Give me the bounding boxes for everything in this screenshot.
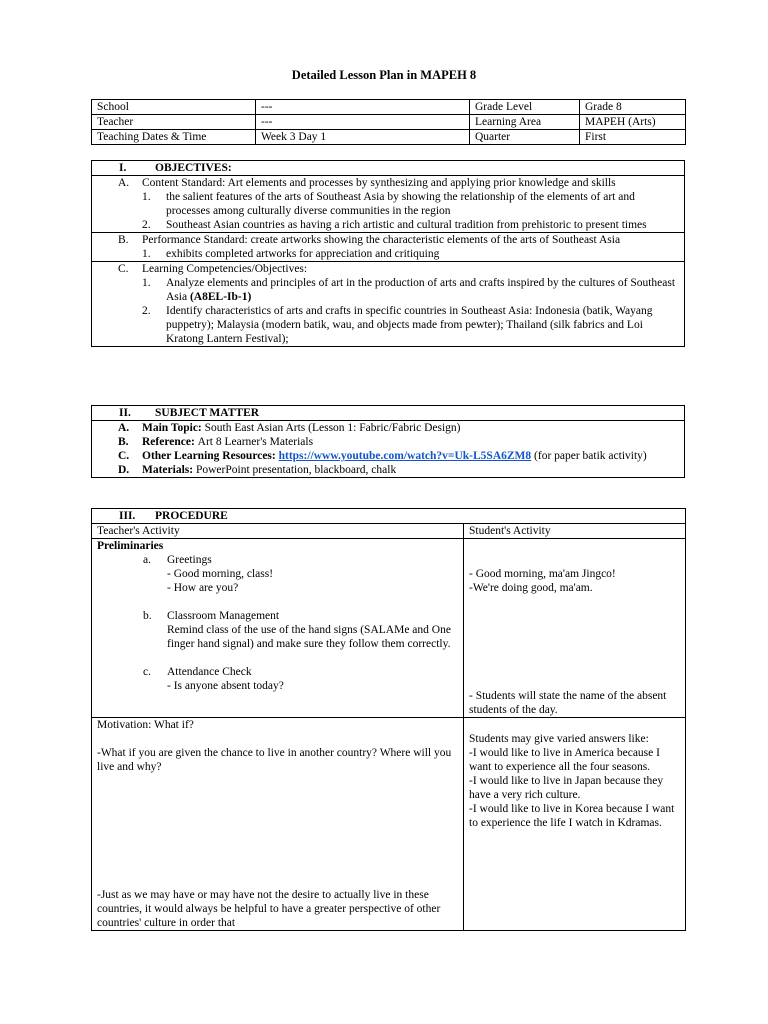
competency-code: (A8EL-Ib-1) [189,291,252,303]
motivation-student-cell: Students may give varied answers like: -I would like to live in America because I want to experience all the four seasons. -I would like to live in Japan because they have a very rich culture. -I would like to live in Korea because I want to experience the life I watch in Kdramas. [464,718,686,931]
quarter-value: First [580,130,686,145]
subject-matter-items: A. Main Topic: South East Asian Arts (Lesson 1: Fabric/Fabric Design) B. Reference: Art 8 Learner's Materials C. Other Learning Resources: https://www.youtube.com/watch?v=Uk-L5SA6ZM8 (for paper batik activity) D. Materials: PowerPoint presentation, blackboard, chalk [92,421,685,478]
grade-value: Grade 8 [580,100,686,115]
procedure-heading: III. PROCEDURE [92,509,686,524]
school-value: --- [256,100,470,115]
performance-standard: B. Performance Standard: create artworks showing the characteristic elements of the arts of Southeast Asia 1. exhibits completed artworks for appreciation and critiquing [92,233,685,262]
content-standard: A. Content Standard: Art elements and processes by synthesizing and applying prior knowledge and skills 1. the salient features of the arts of Southeast Asia by showing the relationship of the elements of art and processes among culturally diverse communities in the region 2. Southeast Asian countries as having a rich artistic and cultural tradition from prehistoric to present times [92,176,685,233]
subject-matter-table [91,405,685,478]
youtube-link[interactable]: https://www.youtube.com/watch?v=Uk-L5SA6ZM8 [278,450,532,462]
procedure-table [91,508,686,931]
grade-label: Grade Level [470,100,580,115]
area-value: MAPEH (Arts) [580,115,686,130]
learning-competencies: C. Learning Competencies/Objectives: 1. Analyze elements and principles of art in the production of arts and crafts inspired by the cultures of Southeast Asia (A8EL-Ib-1) 2. Identify characteristics of arts and crafts in specific countries in Southeast Asia: Indonesia (batik, Wayang puppetry); Malaysia (modern batik, wau, and objects made from pewter); Thailand (silk fabrics and Loi Kratong Lantern Festival); [92,262,685,347]
objectives-table [91,160,685,347]
area-label: Learning Area [470,115,580,130]
subject-matter-heading: II. SUBJECT MATTER [92,406,685,421]
student-activity-header: Student's Activity [464,524,686,539]
objectives-heading: I. OBJECTIVES: [92,161,685,176]
quarter-label: Quarter [470,130,580,145]
teacher-value: --- [256,115,470,130]
motivation-cell: Motivation: What if? -What if you are given the chance to live in another country? Where will you live and why? -Just as we may have or may have not the desire to actually live in these countries, it would always be helpful to have a greater perspective of other countries' culture in order that [92,718,464,931]
preliminaries-student-cell: - Good morning, ma'am Jingco! -We're doing good, ma'am. - Students will state the name of the absent students of the day. [464,539,686,718]
dates-value: Week 3 Day 1 [256,130,470,145]
info-table [91,99,686,145]
preliminaries-cell: Preliminaries a. Greetings - Good morning, class! - How are you? b. Classroom Management Remind class of the use of the hand signs (SALAMe and One finger hand signal) and make sure they follow them correctly. c. Attendance Check - Is anyone absent today? [92,539,464,718]
teacher-activity-header: Teacher's Activity [92,524,464,539]
school-label: School [92,100,256,115]
preliminaries-label: Preliminaries [97,540,164,552]
teacher-label: Teacher [92,115,256,130]
document-title: Detailed Lesson Plan in MAPEH 8 [291,68,477,82]
dates-label: Teaching Dates & Time [92,130,256,145]
